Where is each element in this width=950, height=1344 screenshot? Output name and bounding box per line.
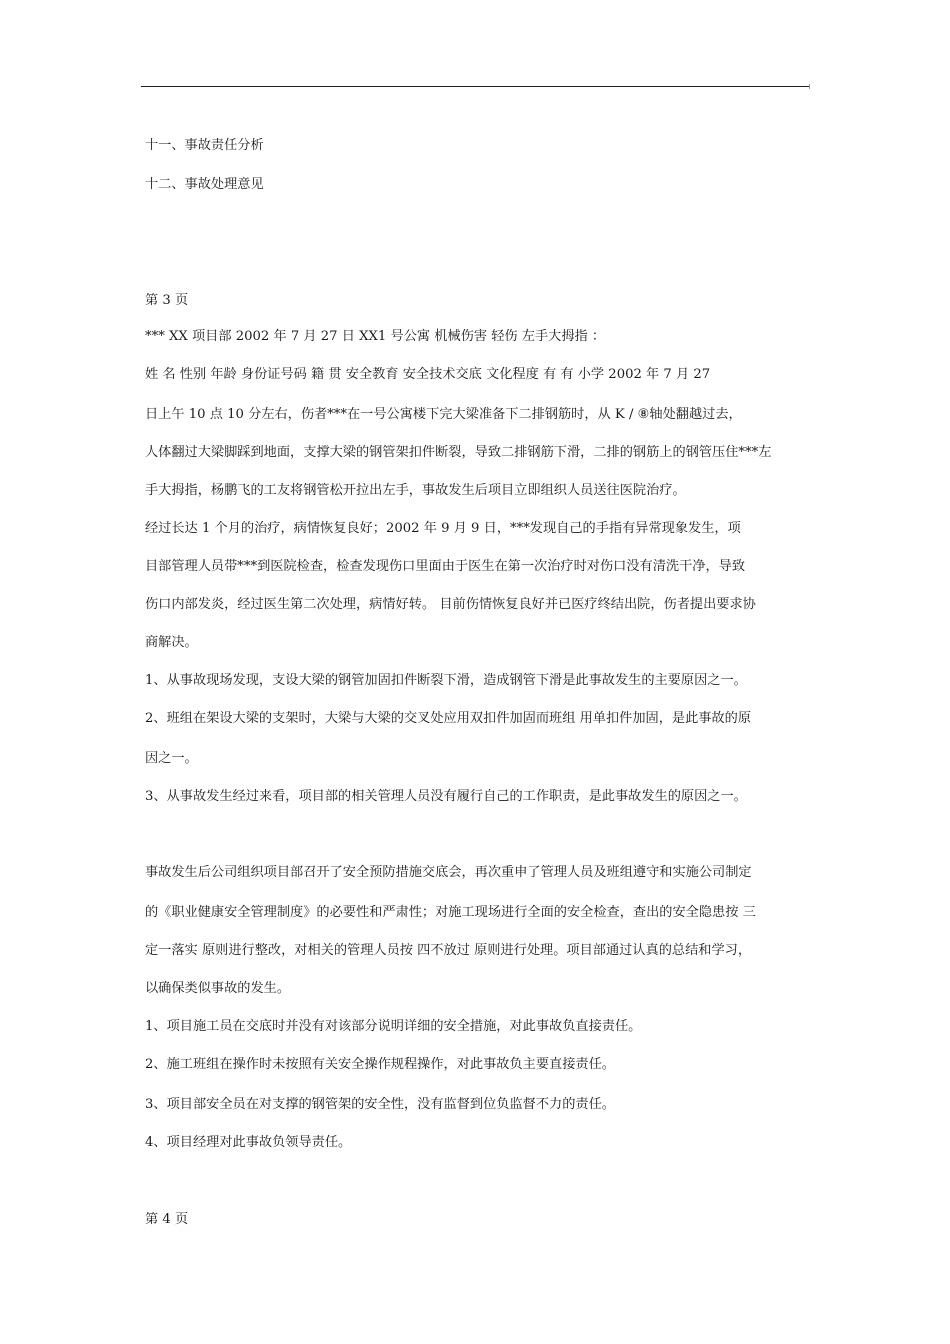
treatment-line: 经过长达 1 个月的治疗，病情恢复良好；2002 年 9 月 9 日，***发现自己的手指有异常现象发生，项	[145, 521, 741, 536]
treatment-line: 商解决。	[145, 635, 198, 650]
record-header: *** XX 项目部 2002 年 7 月 27 日 XX1 号公寓 机械伤害 轻伤 左手大拇指 ：	[145, 329, 606, 344]
measures-line: 的《职业健康安全管理制度》的必要性和严肃性；对施工现场进行全面的安全检查，查出的安全隐患按 三	[145, 905, 756, 920]
treatment-line: 目部管理人员带***到医院检查，检查发现伤口里面由于医生在第一次治疗时对伤口没有清洗干净，导致	[145, 559, 746, 574]
header-rule-tick	[809, 84, 810, 89]
incident-line: 人体翻过大梁脚踩到地面，支撑大梁的钢管架扣件断裂，导致二排钢筋下滑，二排的钢筋上的钢管压住***左	[145, 445, 772, 460]
cause-item-2: 2、班组在架设大梁的支架时，大梁与大梁的交叉处应用双扣件加固而班组 用单扣件加固，是此事故的原	[145, 711, 752, 726]
measures-line: 以确保类似事故的发生。	[145, 981, 291, 996]
record-fields: 姓 名 性别 年龄 身份证号码 籍 贯 安全教育 安全技术交底 文化程度 有 有 小学 2002 年 7 月 27	[145, 367, 711, 382]
page-number-3: 第 3 页	[145, 293, 189, 308]
responsibility-item-1: 1、项目施工员在交底时并没有对该部分说明详细的安全措施，对此事故负直接责任。	[145, 1019, 642, 1034]
header-rule	[141, 86, 809, 87]
page-number-4: 第 4 页	[145, 1212, 189, 1227]
section-heading-12: 十二、事故处理意见	[145, 177, 264, 192]
measures-line: 定一落实 原则进行整改，对相关的管理人员按 四不放过 原则进行处理。项目部通过认真的总结和学习，	[145, 943, 752, 958]
incident-line: 日上午 10 点 10 分左右，伤者***在一号公寓楼下完大梁准备下二排钢筋时，从 K / ⑧轴处翻越过去，	[145, 407, 742, 422]
responsibility-item-3: 3、项目部安全员在对支撑的钢管架的安全性，没有监督到位负监督不力的责任。	[145, 1097, 615, 1112]
cause-item-1: 1、从事故现场发现，支设大梁的钢管加固扣件断裂下滑，造成钢管下滑是此事故发生的主要原因之一。	[145, 673, 747, 688]
treatment-line: 伤口内部发炎，经过医生第二次处理，病情好转。 目前伤情恢复良好并已医疗终结出院，伤者提出要求协	[145, 597, 756, 612]
responsibility-item-2: 2、施工班组在操作时未按照有关安全操作规程操作，对此事故负主要直接责任。	[145, 1057, 615, 1072]
cause-item-2-cont: 因之一。	[145, 751, 198, 766]
incident-line: 手大拇指，杨鹏飞的工友将钢管松开拉出左手，事故发生后项目立即组织人员送往医院治疗。	[145, 483, 686, 498]
responsibility-item-4: 4、项目经理对此事故负领导责任。	[145, 1135, 352, 1150]
section-heading-11: 十一、事故责任分析	[145, 138, 264, 153]
cause-item-3: 3、从事故发生经过来看，项目部的相关管理人员没有履行自己的工作职责，是此事故发生的原因之一。	[145, 789, 747, 804]
measures-line: 事故发生后公司组织项目部召开了安全预防措施交底会，再次重申了管理人员及班组遵守和实施公司制定	[145, 865, 752, 880]
